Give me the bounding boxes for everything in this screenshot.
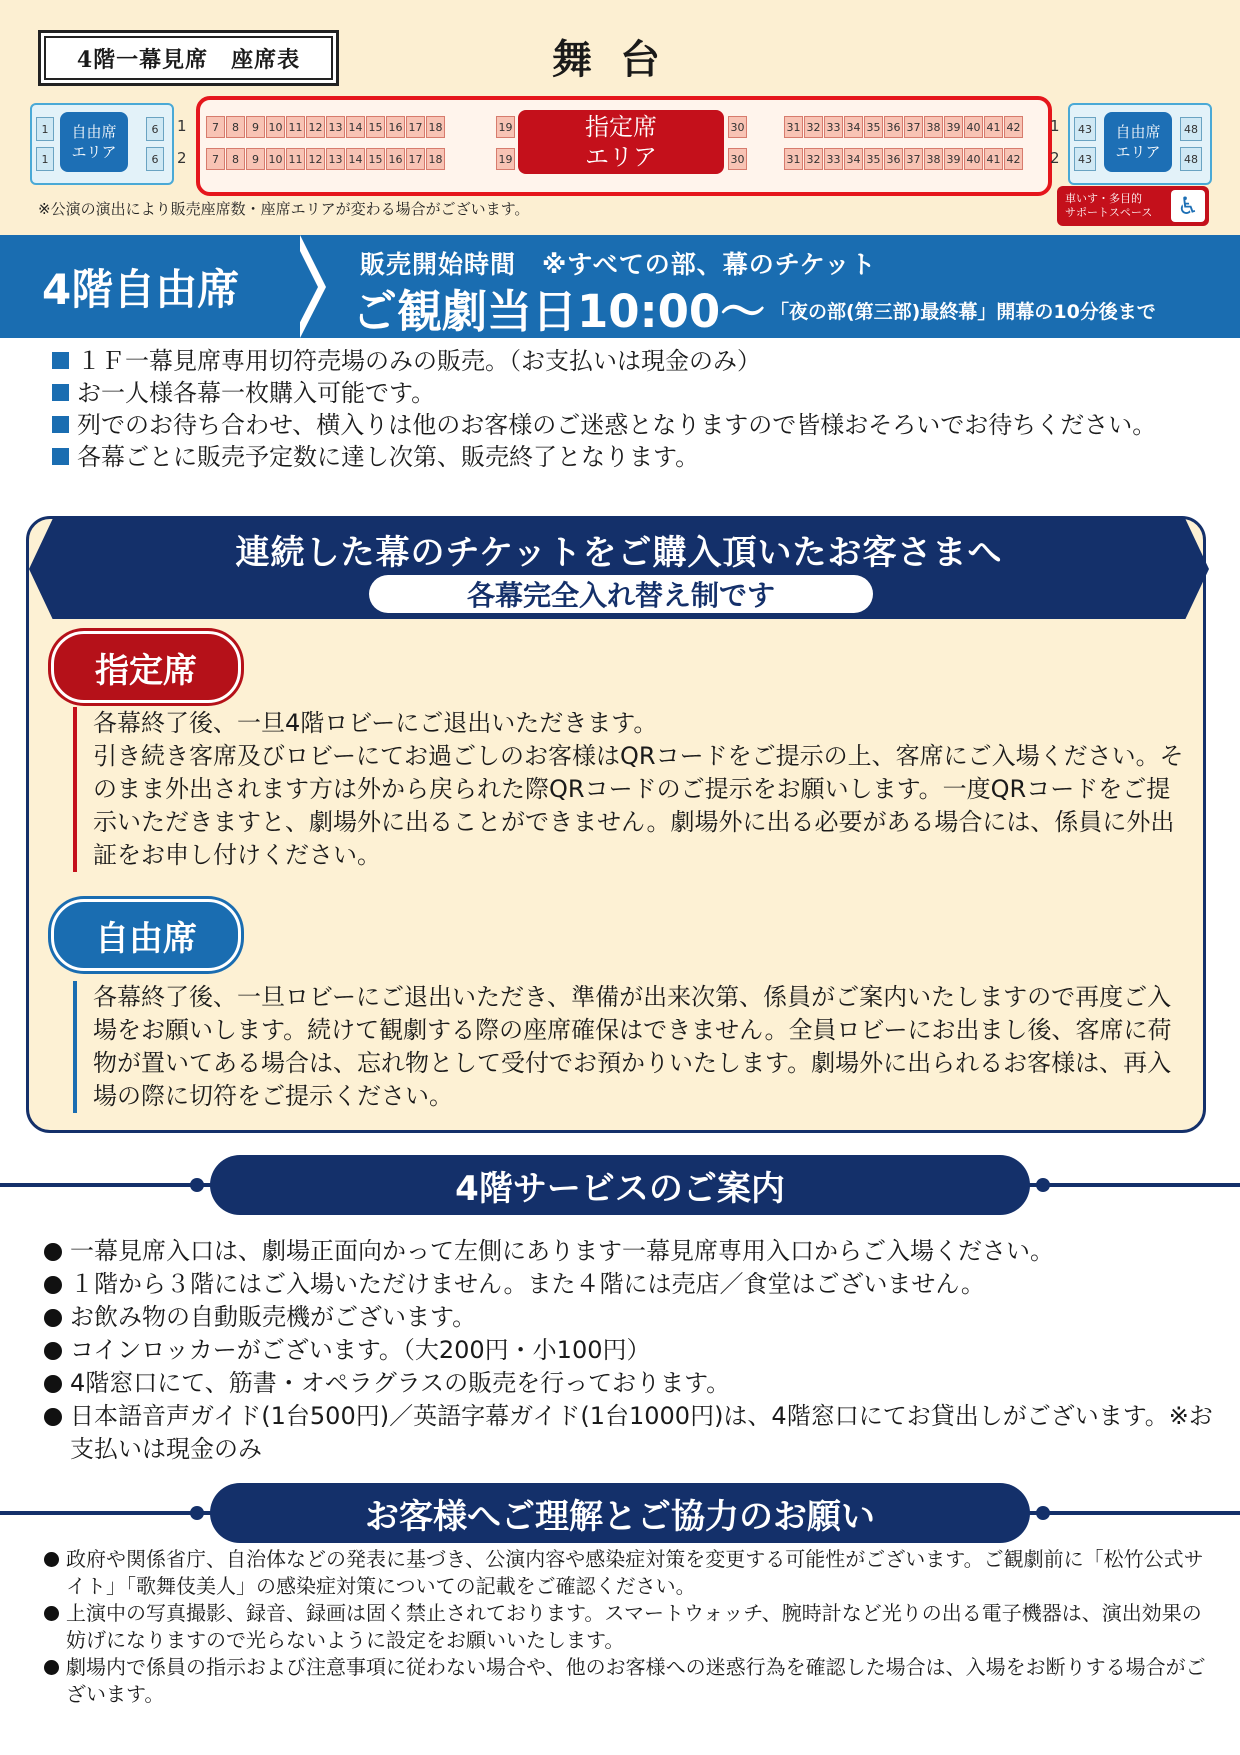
seat: 41: [984, 116, 1003, 138]
free-area-label: 自由席 エリア: [60, 112, 128, 172]
seatmap-section: [0, 0, 1240, 235]
circle-bullet-icon: [44, 1375, 62, 1393]
seatmap-note: ※公演の演出により販売座席数・座席エリアが変わる場合がございます。: [38, 200, 530, 218]
list-item-text: コインロッカーがございます。（大200円・小100円）: [70, 1336, 651, 1364]
sale-start-time: ご観劇当日10:00〜: [352, 285, 766, 338]
sale-rules-list: [52, 345, 1202, 473]
row-number: 1: [1050, 117, 1060, 135]
chevron-divider: [292, 235, 318, 338]
list-item-text: お飲み物の自動販売機がございます。: [70, 1303, 477, 1331]
request-list: [44, 1546, 1214, 1708]
seat: 34: [844, 148, 863, 170]
square-bullet-icon: [52, 448, 69, 465]
circle-bullet-icon: [44, 1309, 62, 1327]
circle-bullet-icon: [44, 1552, 59, 1567]
free-area-left: [30, 103, 174, 185]
seat: 8: [226, 148, 245, 170]
seat: 16: [386, 148, 405, 170]
seat: 42: [1004, 148, 1023, 170]
list-item: [44, 1400, 1214, 1466]
circle-bullet-icon: [44, 1243, 62, 1261]
list-item: [44, 1301, 1214, 1334]
list-item-text: １階から３階にはご入場いただけません。また４階には売店／食堂はございません。: [70, 1270, 985, 1298]
free-area-label: 自由席 エリア: [1104, 112, 1172, 172]
seat: 32: [804, 148, 823, 170]
sale-banner-subtitle: 販売開始時間 ※すべての部、幕のチケット: [360, 250, 877, 279]
stage-label: 舞台: [552, 36, 688, 83]
seat: 33: [824, 116, 843, 138]
seat: 15: [366, 116, 385, 138]
seat: 42: [1004, 116, 1023, 138]
list-item: [44, 1600, 1214, 1654]
row-number: 1: [177, 117, 187, 135]
divider-dot: [190, 1178, 204, 1192]
circle-bullet-icon: [44, 1276, 62, 1294]
list-item: [44, 1546, 1214, 1600]
row-number: 2: [177, 149, 187, 167]
circle-bullet-icon: [44, 1660, 59, 1675]
list-item-text: 上演中の写真撮影、録音、録画は固く禁止されております。スマートウォッチ、腕時計など光りの出る電子機器は、演出効果の妨げになりますので光らないように設定をお願いいたします。: [66, 1601, 1202, 1652]
seat: 19: [496, 148, 515, 170]
seat: 48: [1180, 147, 1202, 171]
seat: 12: [306, 148, 325, 170]
seat: 12: [306, 116, 325, 138]
list-item-text: 政府や関係省庁、自治体などの発表に基づき、公演内容や感染症対策を変更する可能性がございます。ご観劇前に「松竹公式サイト」「歌舞伎美人」の感染症対策についての記載をご確認ください。: [66, 1547, 1204, 1598]
seat: 10: [266, 116, 285, 138]
list-item: [44, 1268, 1214, 1301]
seat: 18: [426, 116, 445, 138]
seat: 38: [924, 116, 943, 138]
seat: 35: [864, 116, 883, 138]
wheelchair-icon: ♿: [1171, 190, 1205, 222]
seat: 7: [206, 148, 225, 170]
seat-row: [784, 148, 1024, 170]
seat: 37: [904, 148, 923, 170]
wheelchair-label: 車いす・多目的 サポートスペース: [1065, 192, 1153, 219]
list-item-text: 一幕見席入口は、劇場正面向かって左側にあります一幕見席専用入口からご入場ください。: [70, 1237, 1054, 1265]
seat: 34: [844, 116, 863, 138]
seat: 17: [406, 148, 425, 170]
seat: 9: [246, 148, 265, 170]
seat: 38: [924, 148, 943, 170]
seat: 16: [386, 116, 405, 138]
seat: 6: [146, 147, 164, 171]
list-item: [52, 377, 1202, 409]
panel-title: 連続した幕のチケットをご購入頂いたお客さまへ: [235, 533, 1003, 573]
seat: 30: [728, 116, 747, 138]
seat: 36: [884, 116, 903, 138]
seat: 30: [728, 148, 747, 170]
reserved-area: [196, 96, 1052, 196]
row-number: 2: [1050, 149, 1060, 167]
list-item-text: 列でのお待ち合わせ、横入りは他のお客様のご迷惑となりますので皆様おそろいでお待ちください。: [77, 411, 1157, 439]
seat-row: [206, 116, 446, 138]
list-item: [44, 1235, 1214, 1268]
list-item-text: 劇場内で係員の指示および注意事項に従わない場合や、他のお客様への迷惑行為を確認した場合は、入場をお断りする場合がございます。: [66, 1655, 1206, 1706]
circle-bullet-icon: [44, 1408, 62, 1426]
seat: 32: [804, 116, 823, 138]
seat: 43: [1074, 117, 1096, 141]
wheelchair-space: [1057, 186, 1209, 226]
free-seat-badge: 自由席: [51, 899, 241, 971]
list-item: [44, 1367, 1214, 1400]
divider-dot: [1036, 1178, 1050, 1192]
free-area-right: [1068, 103, 1212, 185]
list-item-text: 各幕ごとに販売予定数に達し次第、販売終了となります。: [77, 443, 700, 471]
list-item-text: １Ｆ一幕見席専用切符売場のみの販売。（お支払いは現金のみ）: [77, 347, 761, 375]
seat: 35: [864, 148, 883, 170]
list-item: [44, 1654, 1214, 1708]
seat: 40: [964, 116, 983, 138]
seat: 1: [36, 147, 54, 171]
list-item: [52, 441, 1202, 473]
seat: 18: [426, 148, 445, 170]
list-item-text: 日本語音声ガイド(1台500円)／英語字幕ガイド(1台1000円)は、4階窓口にてお貸出しがございます。※お支払いは現金のみ: [70, 1402, 1213, 1463]
seat: 40: [964, 148, 983, 170]
seat: 7: [206, 116, 225, 138]
sale-end-note: 「夜の部(第三部)最終幕」開幕の10分後まで: [770, 301, 1156, 323]
seat: 10: [266, 148, 285, 170]
seat: 14: [346, 116, 365, 138]
seat: 8: [226, 116, 245, 138]
reserved-seat-text: 各幕終了後、一旦4階ロビーにご退出いただきます。 引き続き客席及びロビーにてお過ごしのお客様はQRコードをご提示の上、客席にご入場ください。そのまま外出されます方は外から戻られた際QRコードのご提示をお願いします。一度QRコードをご提示いただきますと、劇場外に出ることができません。劇場外に出る必要がある場合には、係員に外出証をお申し付けください。: [73, 707, 1193, 872]
list-item-text: 4階窓口にて、筋書・オペラグラスの販売を行っております。: [70, 1369, 731, 1397]
seat: 19: [496, 116, 515, 138]
free-seat-text: 各幕終了後、一旦ロビーにご退出いただき、準備が出来次第、係員がご案内いたしますので再度ご入場をお願いします。続けて観劇する際の座席確保はできません。全員ロビーにお出まし後、客席に荷物が置いてある場合は、忘れ物として受付でお預かりいたします。劇場外に出られるお客様は、再入場の際に切符をご提示ください。: [73, 981, 1193, 1113]
request-heading: お客様へご理解とご協力のお願い: [210, 1483, 1030, 1543]
seat: 43: [1074, 147, 1096, 171]
seat: 39: [944, 148, 963, 170]
seat: 13: [326, 116, 345, 138]
seat: 31: [784, 116, 803, 138]
seat: 6: [146, 117, 164, 141]
circle-bullet-icon: [44, 1342, 62, 1360]
seat: 11: [286, 148, 305, 170]
sale-banner: [0, 235, 1240, 338]
seat: 37: [904, 116, 923, 138]
panel-subtitle: 各幕完全入れ替え制です: [369, 575, 873, 613]
square-bullet-icon: [52, 352, 69, 369]
seat: 1: [36, 117, 54, 141]
seat: 39: [944, 116, 963, 138]
list-item: [44, 1334, 1214, 1367]
square-bullet-icon: [52, 384, 69, 401]
list-item: [52, 409, 1202, 441]
service-list: [44, 1235, 1214, 1466]
continuous-ticket-panel: [26, 516, 1206, 1133]
list-item-text: お一人様各幕一枚購入可能です。: [77, 379, 436, 407]
seat: 17: [406, 116, 425, 138]
seat: 33: [824, 148, 843, 170]
seat: 48: [1180, 117, 1202, 141]
list-item: [52, 345, 1202, 377]
seat-row: [784, 116, 1024, 138]
seat: 14: [346, 148, 365, 170]
seat: 15: [366, 148, 385, 170]
page-title: 4階一幕見席 座席表: [38, 30, 339, 86]
divider-dot: [190, 1506, 204, 1520]
seat: 36: [884, 148, 903, 170]
seat: 11: [286, 116, 305, 138]
seat: 13: [326, 148, 345, 170]
sale-banner-title: 4階自由席: [42, 265, 240, 314]
seat: 41: [984, 148, 1003, 170]
reserved-seat-badge: 指定席: [51, 631, 241, 703]
seat: 31: [784, 148, 803, 170]
seat-row: [206, 148, 446, 170]
service-heading: 4階サービスのご案内: [210, 1155, 1030, 1215]
divider-dot: [1036, 1506, 1050, 1520]
circle-bullet-icon: [44, 1606, 59, 1621]
seat: 9: [246, 116, 265, 138]
reserved-area-label: 指定席 エリア: [518, 110, 724, 174]
square-bullet-icon: [52, 416, 69, 433]
